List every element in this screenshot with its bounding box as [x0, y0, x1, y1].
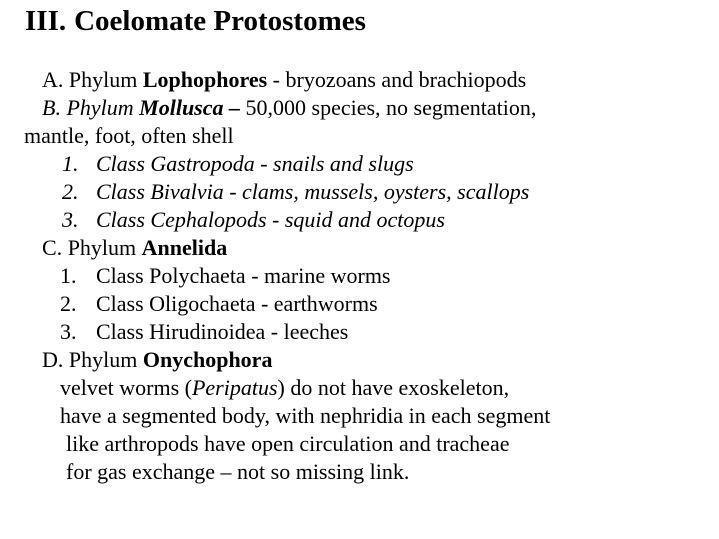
class-polychaeta — [60, 262, 391, 290]
item-label: 1. — [62, 151, 79, 176]
item-text: Class Polychaeta - marine worms — [96, 263, 391, 288]
item-label: A. — [42, 67, 64, 92]
item-label: 3. — [62, 207, 79, 232]
item-prefix: Phylum — [67, 235, 142, 260]
onychophora-line-4 — [66, 458, 409, 486]
class-cephalopods — [62, 206, 445, 234]
text-segment: for gas exchange – not so missing link. — [66, 459, 410, 484]
item-text: Class Cephalopods - squid and octopus — [96, 207, 445, 232]
text-segment: like arthropods have open circulation and tracheae — [66, 431, 510, 456]
text-segment: velvet worms ( — [60, 375, 192, 400]
phylum-name: Mollusca – — [139, 95, 241, 120]
onychophora-line-1 — [60, 374, 509, 402]
item-label: 2. — [62, 179, 79, 204]
item-label: C. — [42, 235, 63, 260]
title-text: Coelomate Protostomes — [74, 5, 366, 37]
phylum-name: Onychophora — [142, 347, 273, 372]
item-prefix: Phylum — [66, 95, 140, 120]
class-gastropoda — [62, 150, 414, 178]
item-text: Class Oligochaeta - earthworms — [96, 291, 378, 316]
item-label: 2. — [60, 291, 77, 316]
onychophora-line-2 — [60, 402, 550, 430]
item-phylum-annelida — [42, 234, 227, 262]
item-text: Class Hirudinoidea - leeches — [96, 319, 349, 344]
item-text: Class Bivalvia - clams, mussels, oysters, scallops — [96, 179, 530, 204]
item-label: 3. — [60, 319, 77, 344]
text-segment: ) do not have exoskeleton, — [277, 375, 510, 400]
item-phylum-lophophores — [42, 66, 526, 94]
item-label: B. — [42, 95, 61, 120]
class-hirudinoidea — [60, 318, 348, 346]
class-oligochaeta — [60, 290, 378, 318]
phylum-name: Lophophores — [142, 67, 268, 92]
genus-name: Peripatus — [191, 375, 278, 400]
item-text: Class Gastropoda - snails and slugs — [96, 151, 414, 176]
item-continuation: mantle, foot, often shell — [24, 123, 234, 148]
onychophora-line-3 — [66, 430, 509, 458]
item-phylum-mollusca — [42, 94, 536, 122]
class-bivalvia — [62, 178, 529, 206]
phylum-name: Annelida — [141, 235, 228, 260]
item-prefix: Phylum — [68, 67, 143, 92]
item-prefix: Phylum — [68, 347, 143, 372]
item-label: 1. — [60, 263, 77, 288]
item-phylum-onychophora — [42, 346, 272, 374]
item-description: - bryozoans and brachiopods — [267, 67, 527, 92]
text-segment: have a segmented body, with nephridia in each segment — [60, 403, 551, 428]
item-phylum-mollusca-continued — [24, 122, 234, 150]
item-description: 50,000 species, no segmentation, — [240, 95, 537, 120]
item-label: D. — [42, 347, 64, 372]
slide-title — [25, 2, 366, 40]
title-number: III. — [25, 5, 67, 37]
